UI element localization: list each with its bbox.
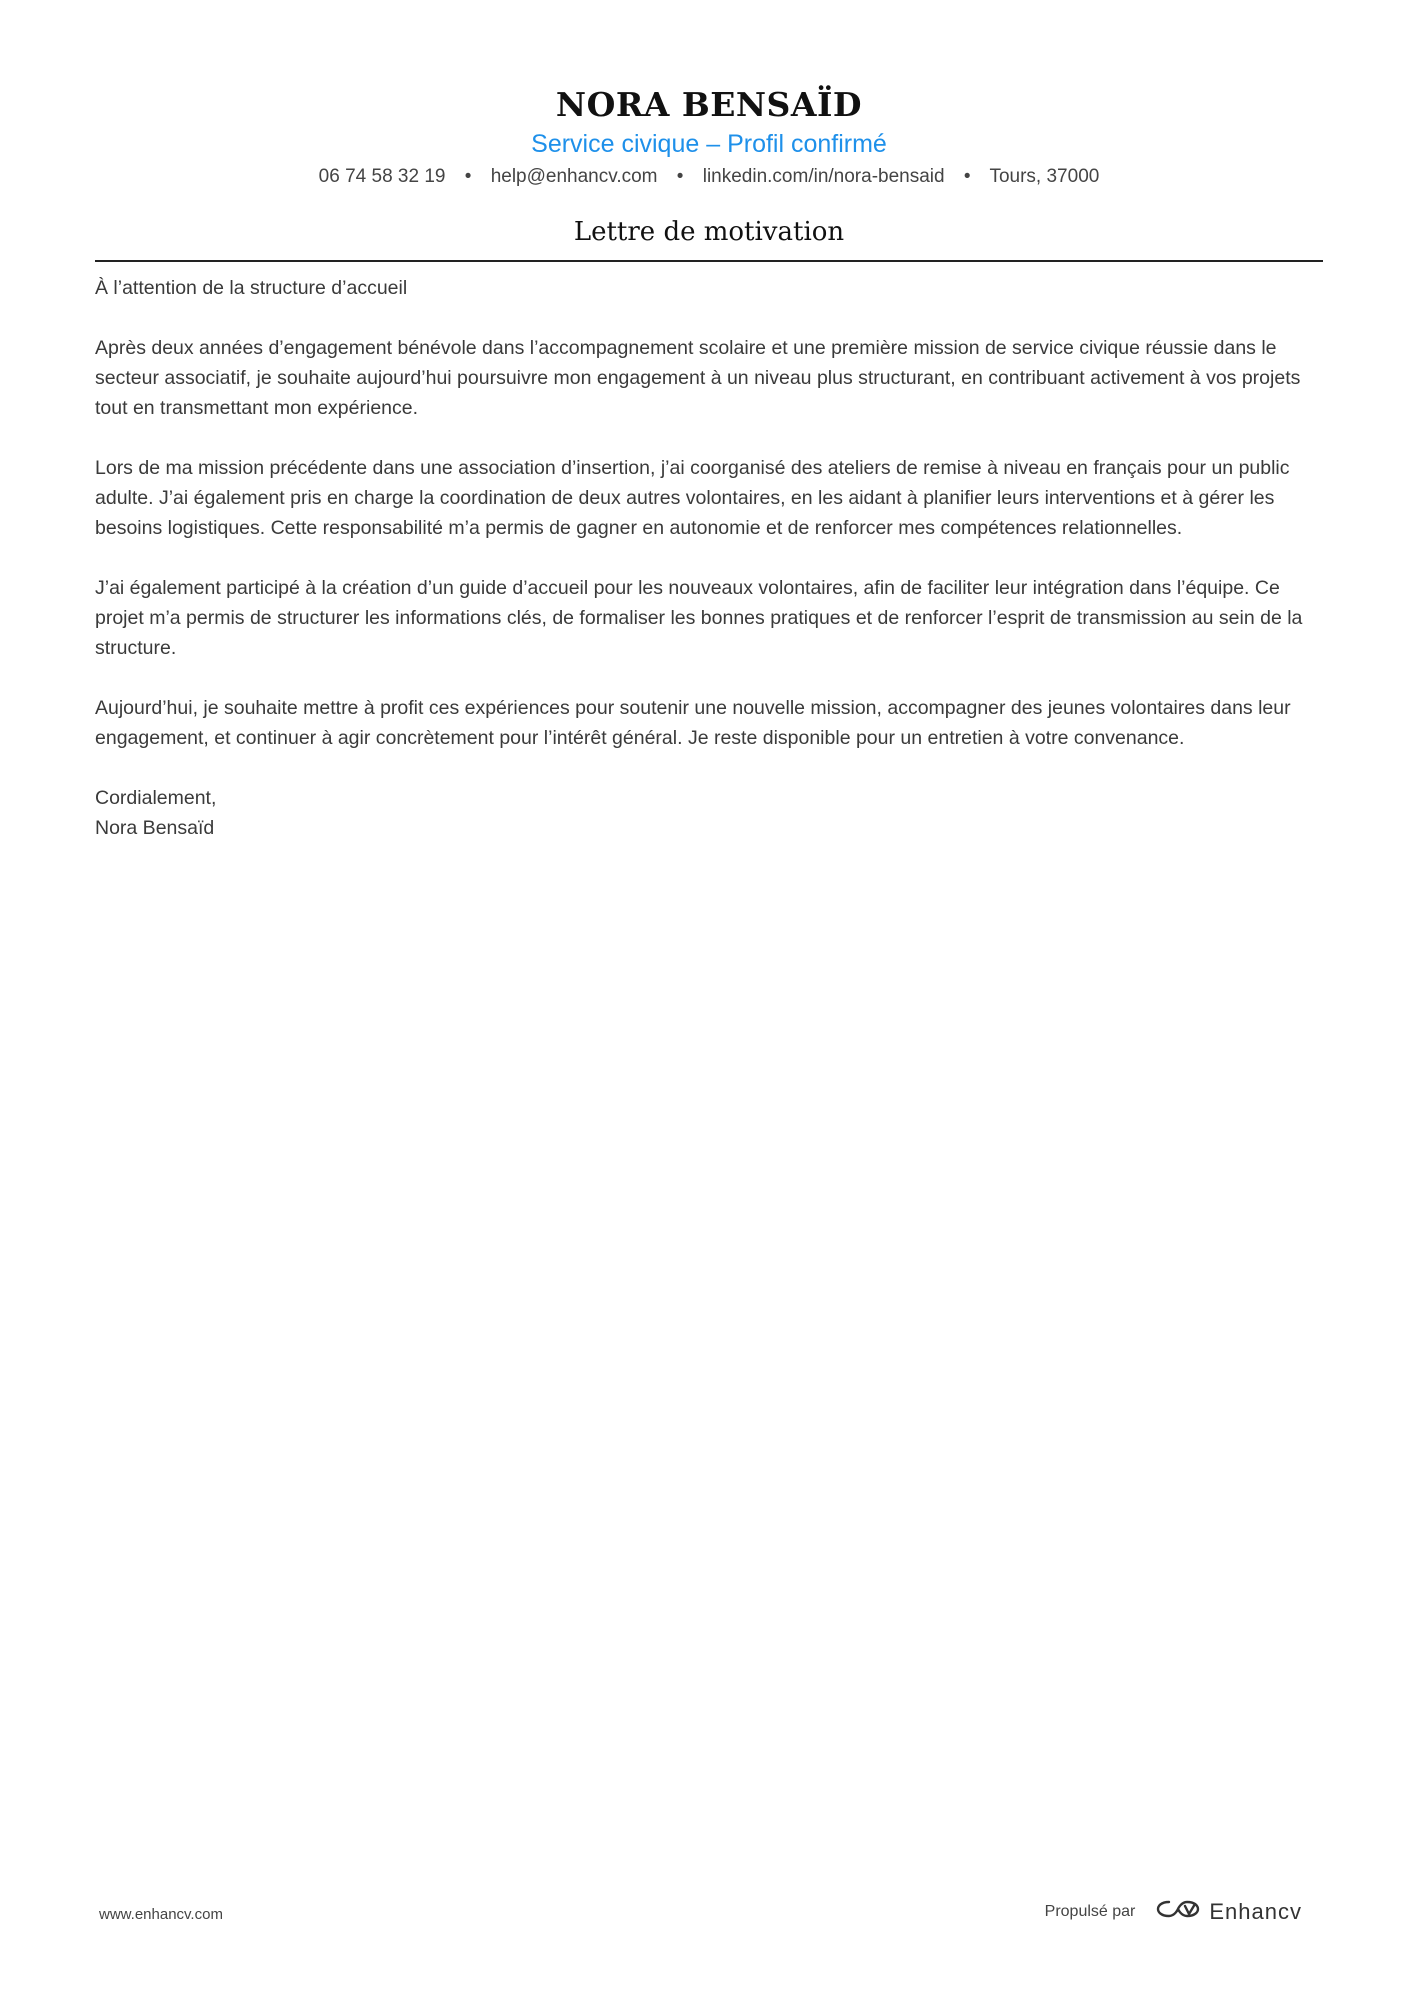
letter-salutation: À l’attention de la structure d’accueil	[95, 277, 408, 299]
enhancv-logo-icon	[1155, 1898, 1201, 1925]
footer-website[interactable]: www.enhancv.com	[99, 1906, 223, 1923]
candidate-name: NORA BENSAÏD	[555, 85, 863, 124]
letter-closing: Cordialement,	[95, 787, 217, 809]
separator-dot: •	[464, 166, 472, 187]
separator-dot: •	[963, 166, 971, 187]
contact-location: Tours, 37000	[989, 166, 1100, 187]
powered-by-label: Propulsé par	[1044, 1902, 1136, 1920]
separator-dot: •	[676, 166, 684, 187]
candidate-subtitle: Service civique – Profil confirmé	[531, 130, 887, 158]
letter-paragraph: Lors de ma mission précédente dans une association d’insertion, j’ai coorganisé des ateliers de remise à niveau en français pour un public adulte. J’ai également pris en charge la coordination de deux autres volontaires, en les aidant à planifier leurs interventions et à gérer les besoins logistiques. Cette responsabilité m’a permis de gagner en autonomie et de renforcer mes compétences relationnelles.	[95, 457, 1290, 539]
letter-signature: Nora Bensaïd	[95, 817, 215, 839]
section-title: Lettre de motivation	[573, 217, 845, 247]
contact-phone: 06 74 58 32 19	[318, 166, 446, 187]
contact-line	[95, 164, 1323, 190]
letter-paragraph: Après deux années d’engagement bénévole dans l’accompagnement scolaire et une première mission de service civique réussie dans le secteur associatif, je souhaite aujourd’hui poursuivre mon engagement à un niveau plus structurant, en contribuant activement à vos projets tout en transmettant mon expérience.	[95, 337, 1301, 419]
section-divider	[95, 260, 1323, 262]
letter-body	[95, 273, 1323, 843]
letter-paragraph: Aujourd’hui, je souhaite mettre à profit ces expériences pour soutenir une nouvelle mission, accompagner des jeunes volontaires dans leur engagement, et continuer à agir concrètement pour l’intérêt général. Je reste disponible pour un entretien à votre convenance.	[95, 697, 1291, 749]
brand-name: Enhancv	[1209, 1898, 1302, 1924]
footer-branding	[1045, 1898, 1302, 1925]
contact-linkedin[interactable]: linkedin.com/in/nora-bensaid	[702, 166, 945, 187]
brand-link[interactable]	[1155, 1898, 1302, 1925]
contact-email[interactable]: help@enhancv.com	[490, 166, 658, 187]
letter-paragraph: J’ai également participé à la création d’un guide d’accueil pour les nouveaux volontaires, afin de faciliter leur intégration dans l’équipe. Ce projet m’a permis de structurer les informations clés, de formaliser les bonnes pratiques et de renforcer l’esprit de transmission au sein de la structure.	[95, 577, 1303, 659]
header	[95, 84, 1323, 190]
